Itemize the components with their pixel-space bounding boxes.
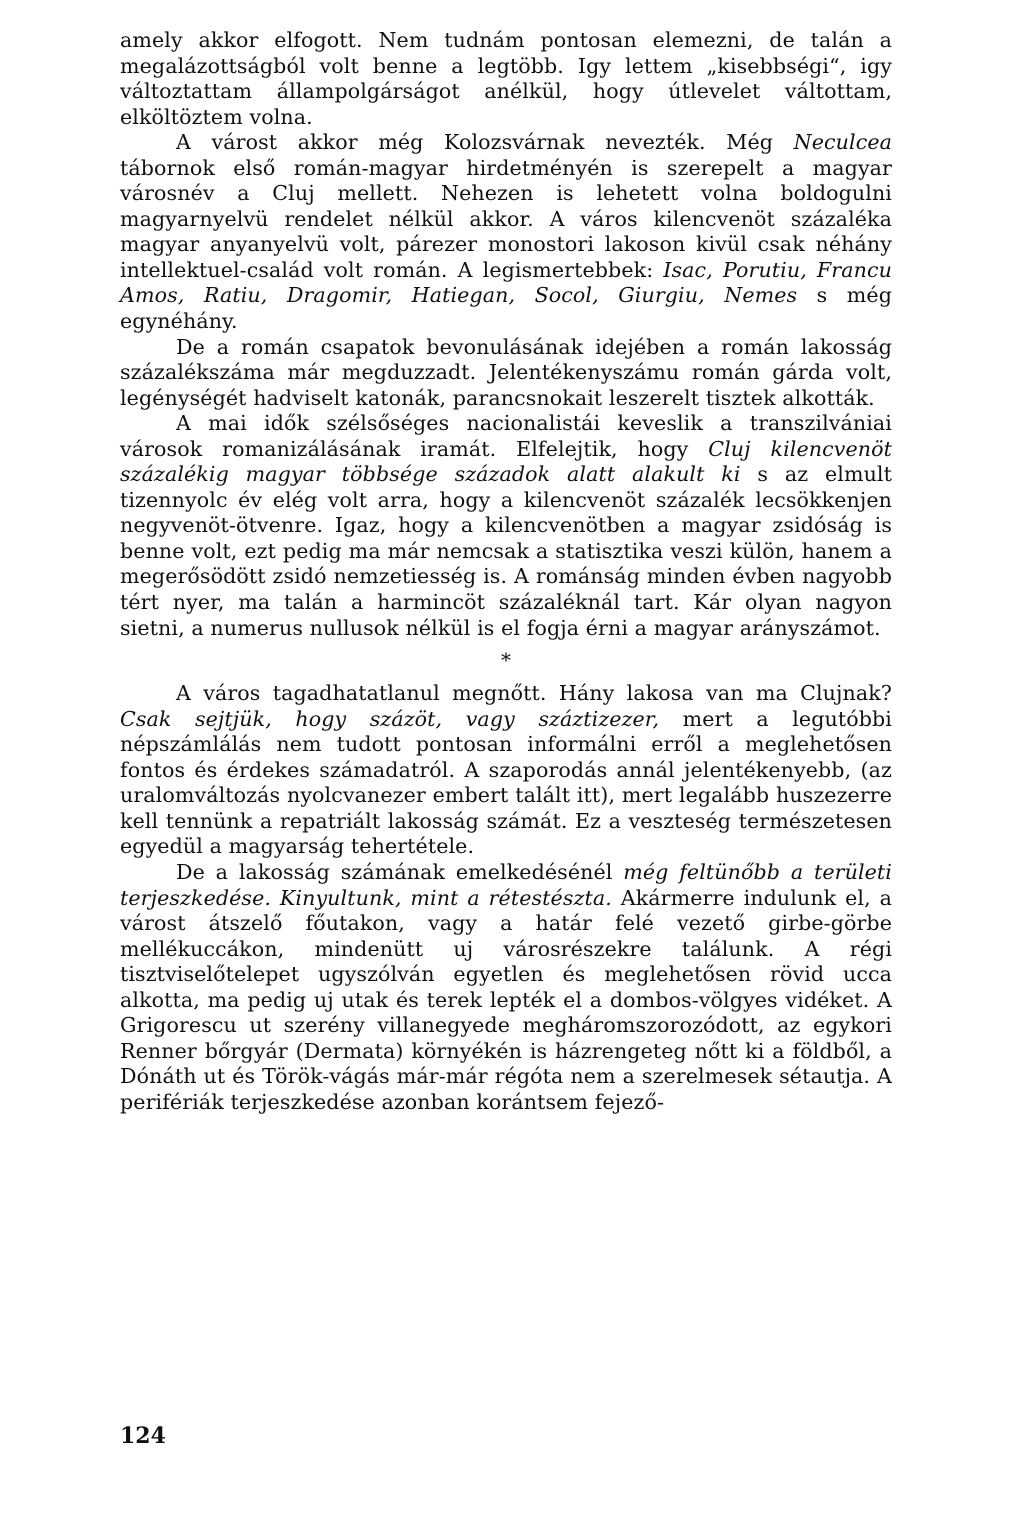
text-run: De a román csapatok bevonulásának idejében a román lakosság százalékszáma már megduzzadt. Jelentékenyszámu román gárda volt, legénységét hadviselt katonák, parancsnokait leszerelt tisztek alkották.: [120, 334, 892, 410]
text-run: amely akkor elfogott. Nem tudnám pontosan elemezni, de talán a megalázottságból volt benne a legtöbb. Igy lettem „kisebbségi“, igy változtattam állampolgárságot anélkül, hogy útlevelet váltottam, elköltöztem volna.: [120, 28, 892, 129]
text-run: Akármerre indulunk el, a várost átszelő főutakon, vagy a határ felé vezető girbe-görbe mellékuccákon, mindenütt uj városrészekre találunk. A régi tisztviselőtelepet ugyszólván egyetlen és meglehetősen rövid ucca alkotta, ma pedig uj utak és terek lepték el a dombos-völgyes vidéket. A Grigorescu ut szerény villanegyede megháromszorozódott, az egykori Renner bőrgyár (Dermata) környékén is házrengeteg nőtt ki a földből, a Dónáth ut és Török-vágás már-már régóta nem a szerelmesek sétautja. A perifériák terjeszkedése azonban korántsem fejező-: [120, 885, 892, 1114]
italic-text: Neculcea: [793, 130, 892, 155]
text-run: A város tagadhatatlanul megnőtt. Hány lakosa van ma Clujnak?: [176, 681, 892, 706]
paragraph: [120, 681, 892, 860]
text-run: De a lakosság számának emelkedésénél: [176, 859, 624, 884]
text-run: s még egynéhány.: [120, 283, 892, 334]
italic-text: Csak sejtjük, hogy százöt, vagy száztizezer,: [120, 706, 660, 731]
page-body: [120, 28, 892, 1115]
paragraph: [120, 860, 892, 1115]
paragraph: [120, 28, 892, 130]
italic-text: még feltünőbb a területi terjeszkedése. Kinyultunk, mint a rétestészta.: [120, 859, 892, 910]
section-separator: *: [500, 648, 512, 673]
italic-text: Isac, Porutiu, Francu Amos, Ratiu, Dragomir, Hatiegan, Socol, Giurgiu, Nemes: [120, 257, 892, 308]
italic-text: Cluj kilencvenöt százalékig magyar többsége századok alatt alakult ki: [120, 436, 892, 487]
paragraph: [120, 335, 892, 412]
page-number: 124: [120, 1423, 166, 1449]
text-run: s az elmult tizennyolc év elég volt arra, hogy a kilencvenöt százalék lecsökkenjen negyvenöt-ötvenre. Igaz, hogy a kilencvenötben a magyar zsidóság is benne volt, ezt pedig ma már nemcsak a statisztika veszi külön, hanem a megerősödött zsidó nemzetiesség is. A románság minden évben nagyobb tért nyer, ma talán a harmincöt százaléknál tart. Kár olyan nagyon sietni, a numerus nullusok nélkül is el fogja érni a magyar arányszámot.: [120, 462, 892, 640]
text-run: A mai idők szélsőséges nacionalistái keveslik a transzilvániai városok romanizálásának iramát. Elfelejtik, hogy: [120, 411, 892, 461]
text-run: tábornok első román-magyar hirdetményén is szerepelt a magyar városnév a Cluj mellett. Nehezen is lehetett volna boldogulni magyarnyelvü rendelet nélkül akkor. A város kilencvenöt százaléka magyar anyanyelvü volt, párezer monostori lakoson kivül csak néhány intellektuel-család volt román. A legismertebbek:: [120, 155, 892, 282]
text-run: mert a legutóbbi népszámlálás nem tudott pontosan informálni erről a meglehetősen fontos és érdekes számadatról. A szaporodás annál jelentékenyebb, (az uralomváltozás nyolcvanezer embert talált itt), mert legalább huszezerre kell tennünk a repatriált lakosság számát. Ez a veszteség természetesen egyedül a magyarság tehertétele.: [120, 706, 892, 859]
text-run: A várost akkor még Kolozsvárnak nevezték. Még: [176, 130, 794, 155]
paragraph: [120, 130, 892, 334]
paragraph: [120, 411, 892, 641]
